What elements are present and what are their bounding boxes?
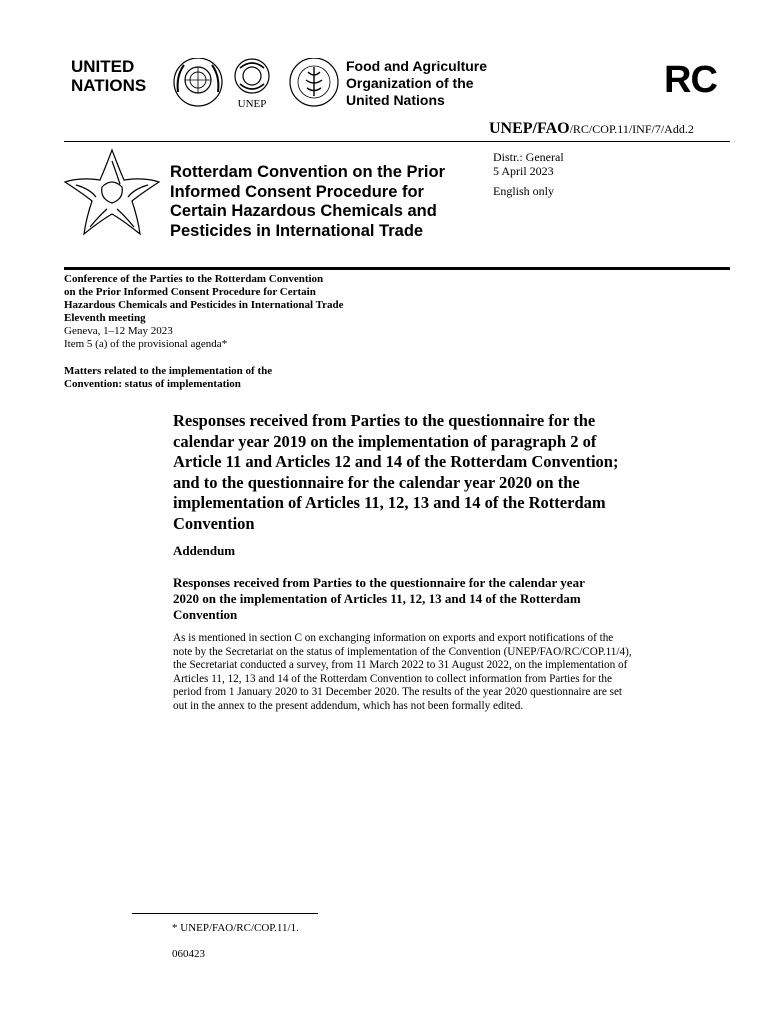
meeting-line-2: on the Prior Informed Consent Procedure for Certain [64, 286, 316, 298]
body-line-4: Articles 11, 12, 13 and 14 of the Rotterdam Convention to collect information from Parties for the [173, 672, 612, 685]
un-emblem-icon [174, 58, 222, 106]
fao-emblem-icon [290, 58, 338, 106]
meeting-line-1: Conference of the Parties to the Rotterdam Convention [64, 273, 324, 285]
meeting-line-3: Hazardous Chemicals and Pesticides in International Trade [64, 299, 344, 311]
agenda-item-title [64, 365, 364, 391]
matters-line-2: Convention: status of implementation [64, 378, 241, 390]
footnote-divider [132, 913, 318, 914]
document-symbol [489, 120, 694, 138]
thick-divider [64, 267, 730, 270]
issue-date: 5 April 2023 [493, 164, 554, 178]
addendum-subtitle [173, 575, 673, 623]
body-line-5: period from 1 January 2020 to 31 December 2020. The results of the year 2020 questionnaire are set [173, 686, 623, 698]
convention-title-line-4: Pesticides in International Trade [170, 221, 424, 240]
meeting-line-6: Item 5 (a) of the provisional agenda* [64, 338, 228, 350]
matters-line-1: Matters related to the implementation of the [64, 365, 273, 377]
body-line-3: the Secretariat conducted a survey, from 11 March 2022 to 31 August 2022, on the implementation of [173, 659, 628, 671]
convention-title-line-2: Informed Consent Procedure for [170, 182, 424, 201]
doc-title-line-2: calendar year 2019 on the implementation of paragraph 2 of [173, 431, 597, 451]
body-line-2: note by the Secretariat on the status of implementation of the Convention (UNEP/FAO/RC/COP.11/4), [173, 645, 632, 658]
subtitle-line-1: Responses received from Parties to the questionnaire for the calendar year [173, 575, 585, 590]
fao-line-3: United Nations [346, 92, 445, 108]
un-line-1: UNITED [71, 57, 135, 76]
language-note: English only [493, 184, 555, 198]
header-divider [64, 141, 730, 142]
doc-title-line-4: and to the questionnaire for the calendar year 2020 on the [173, 472, 580, 492]
convention-title [170, 163, 490, 241]
unep-label: UNEP [237, 98, 267, 110]
doc-title-line-5: implementation of Articles 11, 12, 13 and 14 of the Rotterdam [173, 493, 606, 512]
fao-wordmark [346, 58, 487, 109]
fao-line-1: Food and Agriculture [346, 58, 488, 74]
rc-mark: RC [664, 59, 717, 101]
body-paragraph [173, 632, 693, 713]
doc-title-line-6: Convention [173, 513, 255, 533]
united-nations-wordmark [71, 57, 146, 95]
footnote: * UNEP/FAO/RC/COP.11/1. [172, 922, 299, 934]
body-line-6: out in the annex to the present addendum, which has not been formally edited. [173, 699, 524, 712]
convention-title-line-3: Certain Hazardous Chemicals and [170, 202, 437, 220]
job-number: 060423 [172, 948, 205, 960]
doc-title-line-1: Responses received from Parties to the questionnaire for the [173, 411, 596, 430]
un-unep-fao-emblems [170, 58, 340, 110]
unep-emblem-icon [235, 59, 269, 110]
fao-line-2: Organization of the [346, 75, 474, 91]
rotterdam-star-logo-icon [62, 147, 162, 237]
subtitle-line-2: 2020 on the implementation of Articles 11, 12, 13 and 14 of the Rotterdam [173, 591, 581, 606]
meeting-line-5: Geneva, 1–12 May 2023 [64, 325, 173, 337]
body-line-1: As is mentioned in section C on exchanging information on exports and export notifications of the [173, 632, 614, 644]
symbol-main: UNEP/FAO [489, 120, 570, 137]
meeting-info [64, 273, 464, 351]
convention-title-line-1: Rotterdam Convention on the Prior [170, 163, 446, 181]
document-title [173, 411, 693, 534]
distribution-info [493, 150, 564, 178]
distribution: Distr.: General [493, 150, 564, 164]
meeting-line-4: Eleventh meeting [64, 312, 146, 324]
un-line-2: NATIONS [71, 76, 147, 95]
symbol-rest: /RC/COP.11/INF/7/Add.2 [569, 122, 694, 136]
doc-title-line-3: Article 11 and Articles 12 and 14 of the Rotterdam Convention; [173, 452, 619, 471]
subtitle-line-3: Convention [173, 607, 238, 622]
addendum-heading: Addendum [173, 543, 236, 558]
